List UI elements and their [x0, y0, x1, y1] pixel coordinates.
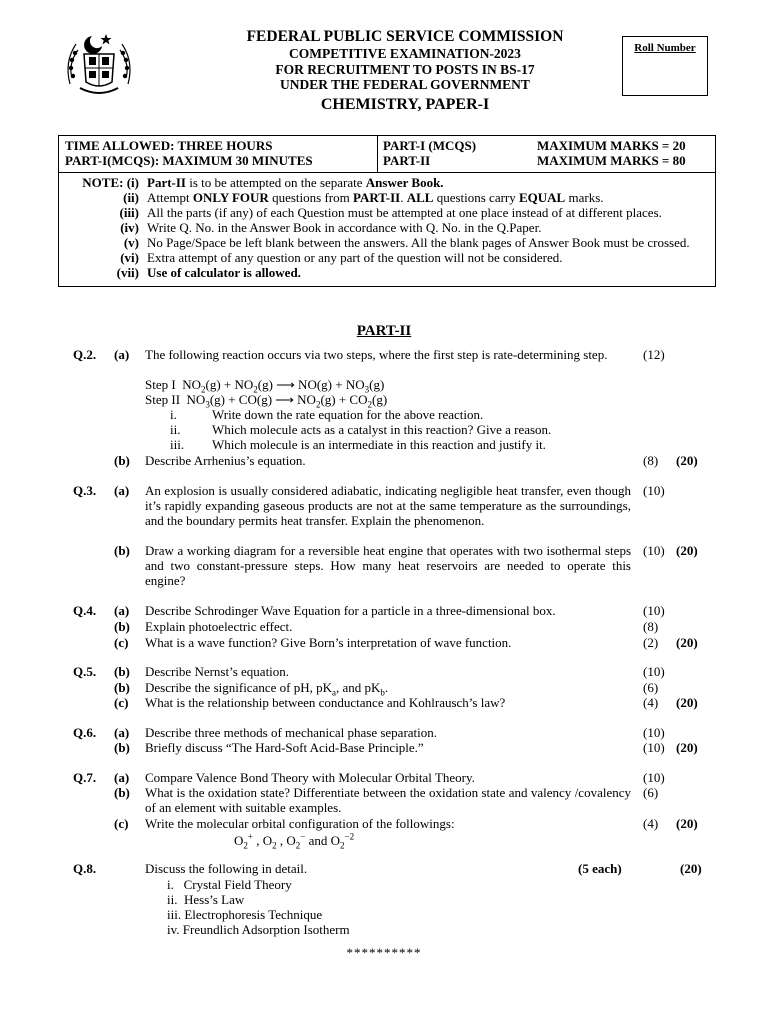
q8-total: (20) — [680, 861, 702, 876]
note-iii: (iii) All the parts (if any) of each Question must be attempted at one place instead of at different places. — [119, 205, 662, 220]
part-ii-title: PART-II — [356, 323, 412, 339]
table-divider — [377, 136, 378, 172]
part2-label: PART-II — [383, 153, 431, 168]
time-allowed: TIME ALLOWED: THREE HOURS — [65, 138, 273, 153]
government-line: UNDER THE FEDERAL GOVERNMENT — [280, 77, 530, 92]
roll-number-label: Roll Number — [634, 42, 696, 54]
timing-row — [59, 136, 715, 173]
marks-each: (5 each) — [578, 861, 622, 876]
note-vi: (vi) Extra attempt of any question or any part of the question will not be considered. — [120, 250, 563, 265]
roll-number-box[interactable] — [622, 36, 708, 96]
exam-info-box — [58, 135, 716, 287]
paper-subject: CHEMISTRY, PAPER-I — [320, 96, 490, 113]
part1-time: PART-I(MCQS): MAXIMUM 30 MINUTES — [65, 153, 313, 168]
question-number: Q.2. — [73, 347, 97, 362]
note-vii: (vii) Use of calculator is allowed. — [116, 265, 301, 280]
part2-marks: MAXIMUM MARKS = 80 — [537, 153, 686, 168]
exam-title: COMPETITIVE EXAMINATION-2023 — [289, 46, 521, 61]
note-ii: (ii) Attempt ONLY FOUR questions from PART-II. ALL questions carry EQUAL marks. — [123, 190, 604, 205]
fpsc-emblem-icon — [62, 26, 136, 100]
part1-label: PART-I (MCQS) — [383, 138, 477, 153]
note-label: NOTE: (i) — [82, 175, 139, 190]
note-iv: (iv) Write Q. No. in the Answer Book in accordance with Q. No. in the Q.Paper. — [120, 220, 542, 235]
end-of-paper-mark: ********** — [346, 945, 422, 960]
note-i: NOTE: (i) Part-II is to be attempted on the separate Answer Book. — [59, 175, 715, 190]
part1-marks: MAXIMUM MARKS = 20 — [537, 138, 686, 153]
note-v: (v) No Page/Space be left blank between the answers. All the blank pages of Answer Book must be crossed. — [123, 235, 690, 250]
commission-title: FEDERAL PUBLIC SERVICE COMMISSION — [246, 28, 564, 45]
recruitment-line: FOR RECRUITMENT TO POSTS IN BS-17 — [275, 62, 535, 77]
notes-section — [59, 173, 715, 286]
